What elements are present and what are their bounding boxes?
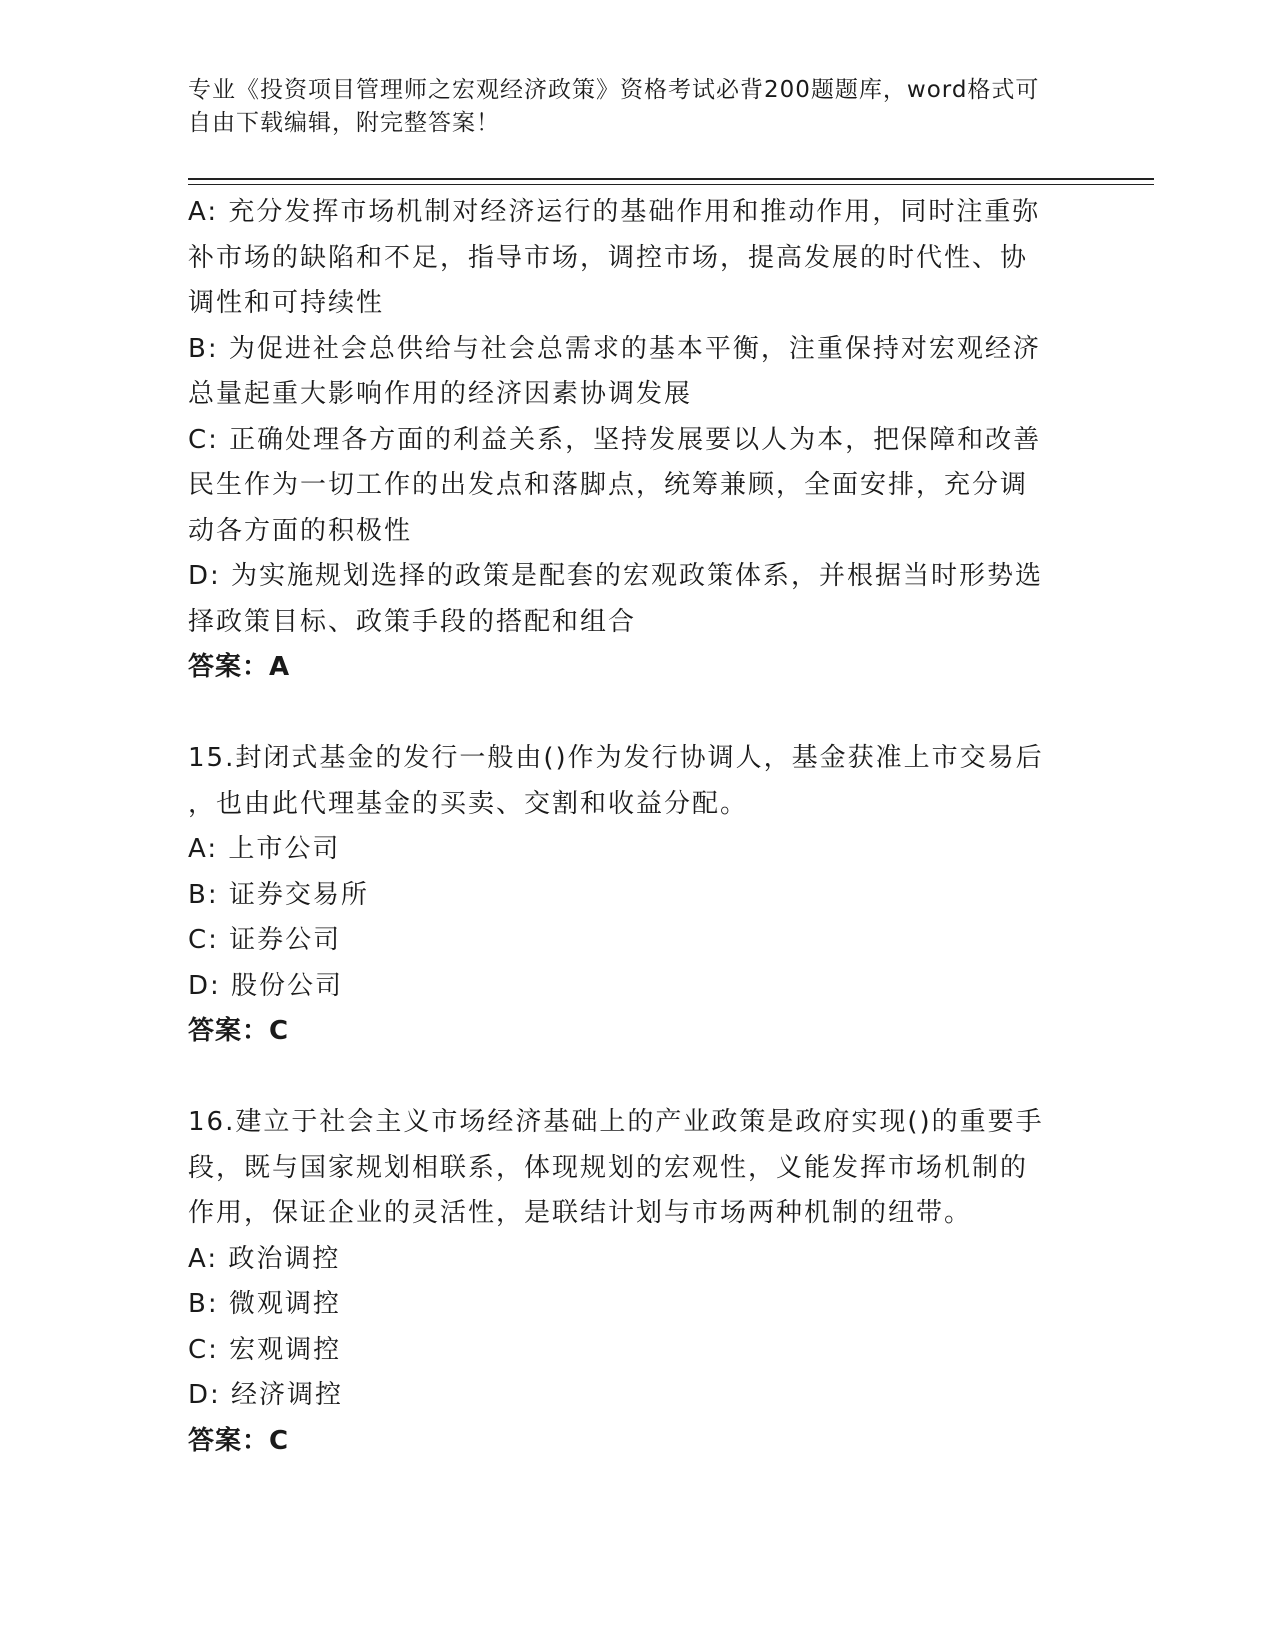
option-b-line: B: 为促进社会总供给与社会总需求的基本平衡，注重保持对宏观经济 (188, 333, 1041, 364)
question-stem-line: 16.建立于社会主义市场经济基础上的产业政策是政府实现()的重要手 (188, 1107, 1044, 1137)
option-d: D: 经济调控 (188, 1380, 344, 1410)
question-14 (188, 190, 1088, 691)
option-d-line: D: 为实施规划选择的政策是配套的宏观政策体系，并根据当时形势选 (188, 561, 1044, 591)
header-line-1: 专业《投资项目管理师之宏观经济政策》资格考试必背200题题库，word格式可 (188, 77, 1040, 103)
question-stem-line: 段，既与国家规划相联系，体现规划的宏观性，义能发挥市场机制的 (188, 1152, 1029, 1183)
header-rule-thin (188, 184, 1154, 185)
document-header (188, 74, 1068, 140)
answer-line: 答案：C (188, 1425, 290, 1456)
header-line-2: 自由下载编辑，附完整答案！ (188, 110, 500, 136)
question-stem-line: 作用，保证企业的灵活性，是联结计划与市场两种机制的纽带。 (188, 1198, 973, 1228)
option-a-line: A: 充分发挥市场机制对经济运行的基础作用和推动作用，同时注重弥 (188, 197, 1041, 227)
option-a: A: 政治调控 (188, 1243, 341, 1274)
question-stem-line: ，也由此代理基金的买卖、交割和收益分配。 (188, 788, 749, 819)
header-rule-thick (188, 178, 1154, 180)
answer-line: 答案：C (188, 1016, 290, 1046)
option-a: A: 上市公司 (188, 834, 341, 864)
option-c-line: C: 正确处理各方面的利益关系，坚持发展要以人为本，把保障和改善 (188, 424, 1042, 455)
option-b: B: 微观调控 (188, 1289, 341, 1319)
spacer (188, 1055, 1088, 1101)
option-b-line: 总量起重大影响作用的经济因素协调发展 (188, 379, 693, 409)
option-c-line: 动各方面的积极性 (188, 515, 413, 546)
option-c: C: 宏观调控 (188, 1334, 342, 1365)
option-d: D: 股份公司 (188, 970, 344, 1001)
option-d-line: 择政策目标、政策手段的搭配和组合 (188, 606, 637, 637)
question-16 (188, 1100, 1088, 1464)
spacer (188, 691, 1088, 737)
document-body (188, 190, 1088, 1464)
option-c: C: 证券公司 (188, 925, 342, 955)
option-b: B: 证券交易所 (188, 879, 369, 910)
option-c-line: 民生作为一切工作的出发点和落脚点，统筹兼顾，全面安排，充分调 (188, 470, 1029, 500)
option-a-line: 补市场的缺陷和不足，指导市场，调控市场，提高发展的时代性、协 (188, 242, 1029, 273)
option-a-line: 调性和可持续性 (188, 288, 385, 318)
answer-line: 答案：A (188, 652, 291, 682)
question-15 (188, 736, 1088, 1055)
question-stem-line: 15.封闭式基金的发行一般由()作为发行协调人，基金获准上市交易后 (188, 743, 1044, 773)
